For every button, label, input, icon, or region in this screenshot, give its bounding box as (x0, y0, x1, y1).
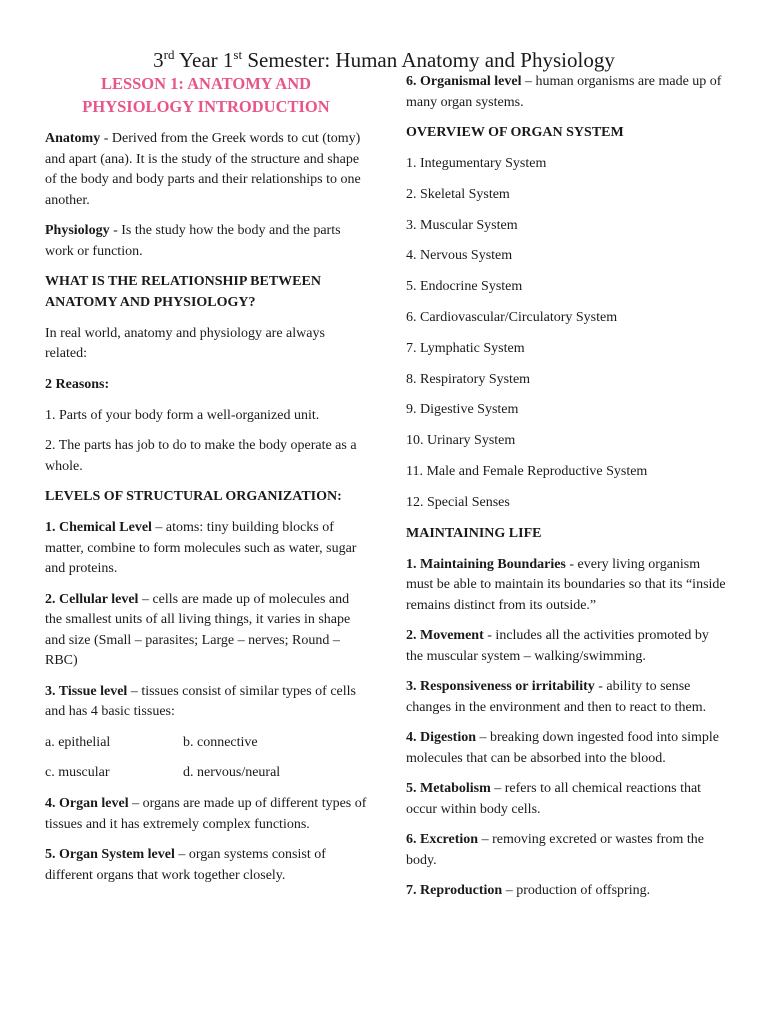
physiology-term: Physiology (45, 223, 110, 238)
function-term: 4. Digestion (406, 730, 476, 746)
organ-system-item: 9. Digestive System (406, 402, 519, 418)
function-text: – refers to all chemical reactions that occur within body cells. (406, 781, 702, 817)
life-function-item (406, 626, 726, 667)
right-column (406, 72, 726, 912)
level-text: – organ systems consist of different organs that work together closely. (45, 847, 326, 883)
title-sup-st: st (233, 47, 243, 62)
function-text: - every living organism must be able to maintain its boundaries so that its “inside remains distinct from its outside.” (406, 556, 726, 613)
tissue-item: a. epithelial (45, 734, 111, 750)
function-text: - ability to sense changes in the environment and then to react to them. (406, 679, 707, 715)
overview-heading: OVERVIEW OF ORGAN SYSTEM (406, 125, 624, 140)
level-term: 5. Organ System level (45, 847, 175, 863)
organ-system-item: 11. Male and Female Reproductive System (406, 463, 648, 479)
organ-system-item: 2. Skeletal System (406, 186, 510, 202)
relationship-text: In real world, anatomy and physiology are always related: (45, 325, 325, 361)
level-text: – human organisms are made up of many organ systems. (406, 74, 722, 110)
life-function-item (406, 728, 726, 769)
organ-system-item: 4. Nervous System (406, 248, 513, 264)
organ-system-item: 7. Lymphatic System (406, 340, 525, 356)
organ-system-item: 10. Urinary System (406, 433, 516, 449)
anatomy-term: Anatomy (45, 131, 101, 146)
tissue-row (45, 763, 367, 784)
level-term: 3. Tissue level (45, 683, 128, 699)
document-title (0, 48, 768, 72)
tissue-item: b. connective (183, 734, 258, 750)
reason-item: 1. Parts of your body form a well-organized unit. (45, 407, 320, 423)
level-term: 4. Organ level (45, 796, 129, 812)
maintaining-life-heading: MAINTAINING LIFE (406, 525, 542, 541)
level-item (45, 590, 367, 672)
tissue-row (45, 733, 367, 754)
level-term: 6. Organismal level (406, 74, 522, 89)
title-part-semester: Semester: Human Anatomy and Physiology (242, 48, 615, 72)
title-sup-rd: rd (163, 47, 175, 62)
organ-system-item: 5. Endocrine System (406, 279, 523, 295)
function-term: 1. Maintaining Boundaries (406, 556, 566, 572)
function-term: 6. Excretion (406, 832, 479, 848)
level-text: – atoms: tiny building blocks of matter, combine to form molecules such as water, sugar and proteins. (45, 520, 357, 576)
life-function-item (406, 830, 726, 871)
function-text: - includes all the activities promoted by the muscular system – walking/swimming. (406, 628, 709, 664)
function-text: – breaking down ingested food into simple molecules that can be absorbed into the blood. (406, 730, 720, 766)
organ-system-item: 8. Respiratory System (406, 371, 531, 387)
title-part-year-label: Year 1 (174, 48, 234, 72)
levels-heading: LEVELS OF STRUCTURAL ORGANIZATION: (45, 489, 342, 504)
level-item (45, 845, 367, 886)
reason-item: 2. The parts has job to do to make the body operate as a whole. (45, 438, 357, 474)
left-column (45, 72, 367, 896)
level-item (45, 518, 367, 580)
organ-system-item: 3. Muscular System (406, 217, 518, 233)
level-item (45, 794, 367, 835)
level-term: 1. Chemical Level (45, 520, 152, 535)
lesson-title: LESSON 1: ANATOMY AND PHYSIOLOGY INTRODUCTION (82, 74, 330, 116)
function-text: – removing excreted or wastes from the body. (406, 832, 704, 868)
reasons-heading: 2 Reasons: (45, 376, 110, 392)
level-text: – cells are made up of molecules and the smallest units of all living things, it varies in shape and size (Small – parasites; Large – nerves; Round – RBC) (45, 591, 351, 668)
level-text: – organs are made up of different types of tissues and it has extremely complex functions. (45, 796, 367, 832)
physiology-text: - Is the study how the body and the parts work or function. (45, 223, 341, 259)
title-part-year: 3 (153, 48, 164, 72)
life-function-item (406, 779, 726, 820)
organ-system-item: 12. Special Senses (406, 494, 510, 510)
level-item (45, 682, 367, 723)
function-term: 7. Reproduction (406, 883, 503, 899)
anatomy-definition (45, 129, 367, 211)
organ-system-item: 6. Cardiovascular/Circulatory System (406, 309, 618, 325)
level-term: 2. Cellular level (45, 591, 139, 607)
level-item-organismal (406, 72, 726, 113)
tissue-item: c. muscular (45, 765, 110, 781)
level-text: – tissues consist of similar types of cells and has 4 basic tissues: (45, 683, 356, 719)
life-function-item (406, 881, 726, 902)
organ-system-item: 1. Integumentary System (406, 156, 547, 171)
function-term: 3. Responsiveness or irritability (406, 679, 595, 695)
function-text: – production of offspring. (502, 883, 651, 899)
tissue-item: d. nervous/neural (183, 765, 281, 781)
function-term: 5. Metabolism (406, 781, 491, 797)
physiology-definition (45, 221, 367, 262)
relationship-heading: WHAT IS THE RELATIONSHIP BETWEEN ANATOMY AND PHYSIOLOGY? (45, 274, 321, 310)
life-function-item (406, 677, 726, 718)
life-function-item (406, 555, 726, 617)
function-term: 2. Movement (406, 628, 484, 644)
anatomy-text: - Derived from the Greek words to cut (tomy) and apart (ana). It is the study of the structure and shape of the body and body parts and their relationships to one another. (45, 131, 361, 208)
